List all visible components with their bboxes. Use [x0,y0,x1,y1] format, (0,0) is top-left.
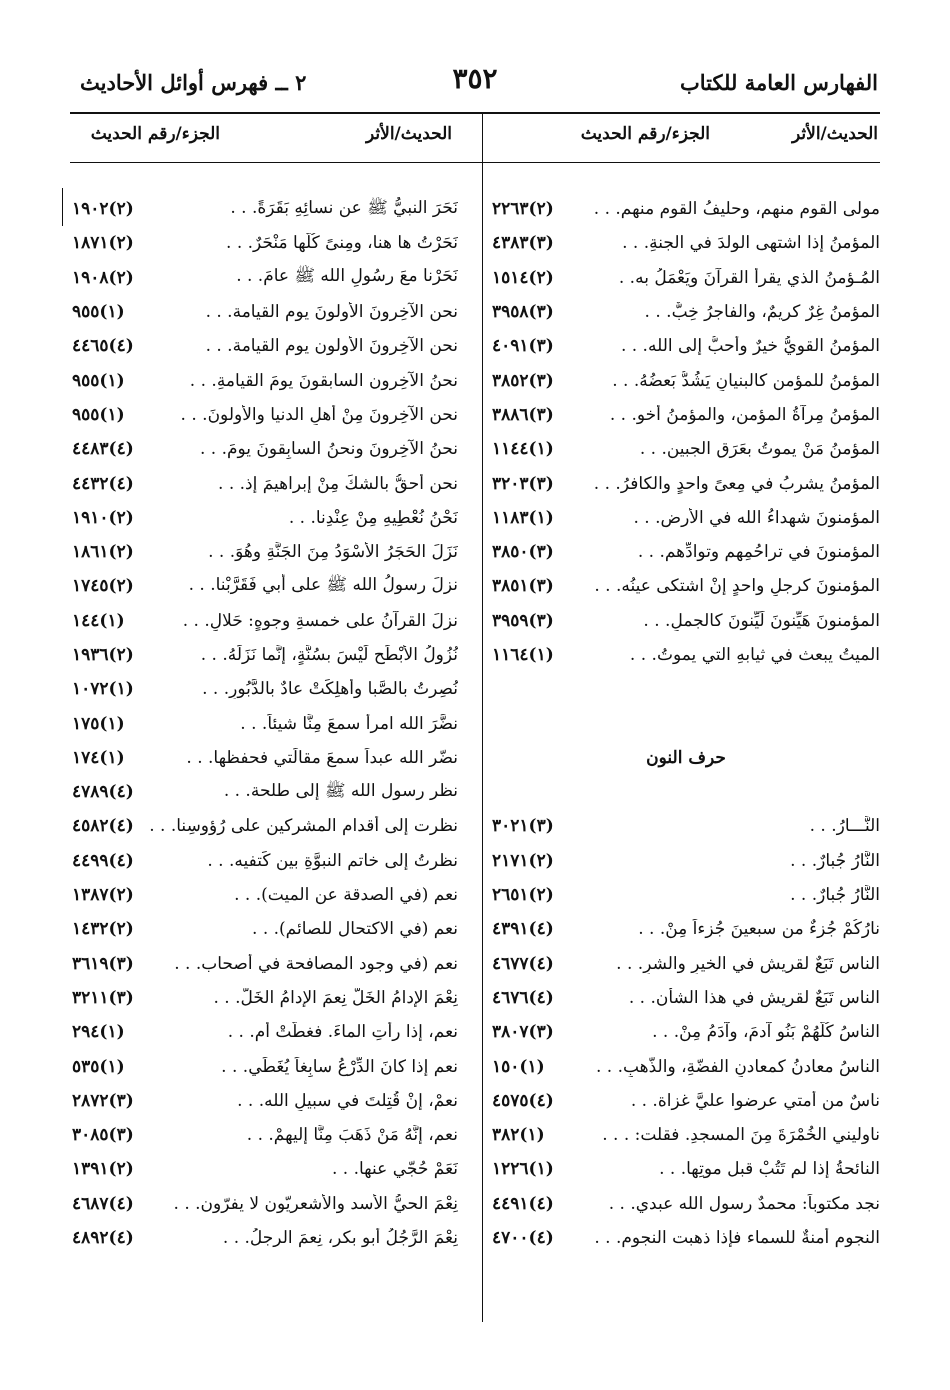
entry-reference: (٤)٤٥٨٢ [72,816,134,837]
entry-reference: (١)١٧٥ [72,713,125,734]
index-entry [492,398,880,432]
index-entry [72,398,458,432]
index-entry [492,981,880,1015]
index-entry [72,1118,458,1152]
entry-reference: (٣)٣٨٥٢ [492,370,554,391]
index-entry [492,363,880,397]
index-entry [492,878,880,912]
entry-reference: (٣)٣٢٠٣ [492,473,554,494]
entry-reference: (١)٥٣٥ [72,1056,125,1077]
entry-reference: (٣)٣٨٨٦ [492,404,554,425]
entry-text: نحن أحقُّ بالشكِّ مِنْ إبراهيمَ إذ. . . [218,473,458,494]
entry-text: المؤمنُ غِرٌ كريمٌ، والفاجرُ خِبٌّ. . . [644,302,880,323]
left-col-ref-header: الجزء/رقم الحديث [90,124,220,144]
entry-reference: (٢)٢٢٦٣ [492,199,554,220]
blank-line [492,775,880,809]
entry-reference: (٣)٤٠٩١ [492,336,554,357]
entry-text: نَعَمْ حُجّي عنها. . . [331,1159,458,1180]
index-entry [492,432,880,466]
index-entry [72,501,458,535]
index-entry [492,947,880,981]
entry-text: النجوم أمنةٌ للسماء فإذا ذهبت النجوم. . . [594,1228,880,1249]
index-entry [492,1084,880,1118]
index-entry [72,432,458,466]
entry-reference: (٢)١٩٠٢ [72,199,134,220]
entry-reference: (٤)٤٨٩٢ [72,1228,134,1249]
index-entry [492,1049,880,1083]
right-column [492,192,880,1255]
section-heading-nun: حرف النون [646,747,726,768]
book-index-title: الفهارس العامة للكتاب [679,70,878,95]
entry-reference: (٢)١٩٠٨ [72,267,134,288]
entry-text: المؤمنُ مِرآةُ المؤمنِ، والمؤمنُ أخو. . . [609,404,880,425]
entry-reference: (٤)٤٦٧٦ [492,987,554,1008]
entry-reference: (١)٩٥٥ [72,370,125,391]
entry-reference: (٣)٣٦١٩ [72,953,134,974]
entry-text: نَزَلَ الحَجَرُ الأَسْوَدُ مِنَ الجَنَّةِ وهُوَ. . . [208,542,458,563]
entry-text: نِعْمَ الرَّجُلُ أبو بكر، نِعمَ الرجلُ. . . [222,1228,458,1249]
entry-reference: (١)٣٨٢ [492,1125,545,1146]
index-entry [492,226,880,260]
index-entry [492,1015,880,1049]
index-entry [72,226,458,260]
entry-reference: (١)٩٥٥ [72,404,125,425]
entry-text: نعمْ، إنْ قُتِلتَ في سبيلِ الله. . . [237,1090,458,1111]
index-entry [72,741,458,775]
entry-reference: (٢)٢٦٥١ [492,885,554,906]
entry-reference: (١)٩٥٥ [72,302,125,323]
entry-reference: (٤)٤٤٩٩ [72,850,134,871]
entry-text: المُـؤمنُ الذي يقرأُ القرآنَ ويَعْمَلُ به. . [618,267,880,288]
index-entry [72,981,458,1015]
entry-text: نَحَرْتُ ها هنا، ومِنىً كُلُّها مَنْحَرٌ. . . [226,233,458,254]
entry-reference: (٣)٣٠٢١ [492,816,554,837]
entry-reference: (٤)٤٤٨٣ [72,439,134,460]
entry-reference: (٤)٤٥٧٥ [492,1090,554,1111]
entry-reference: (٢)١٤٣٢ [72,919,134,940]
entry-text: الناس تَبَعٌ لقريشٍ في هذا الشأن. . . [628,987,880,1008]
index-entry [72,329,458,363]
entry-reference: (٣)٣٩٥٩ [492,610,554,631]
entry-text: نُصِرتُ بالصَّبا وأُهلِكَتْ عادٌ بالدَّبُورِ. . . [202,679,458,700]
index-entry [492,1152,880,1186]
index-entry [72,604,458,638]
index-entry [72,466,458,500]
left-column [72,192,458,1255]
entry-text: الميتُ يبعث في ثيابهِ التي يموتُ. . . [629,645,880,665]
entry-reference: (١)١٥٠ [492,1056,545,1077]
entry-reference: (١)١٧٤ [72,747,125,768]
index-entry [72,1084,458,1118]
entry-reference: (٤)٤٤٣٢ [72,473,134,494]
entry-text: نارُكُمْ جُزءٌ من سبعينَ جُزءاً مِنْ. . . [638,919,880,940]
entry-text: نظرت إلى أقدام المشركين على رُؤوسِنا. . . [149,816,458,837]
index-entry [72,672,458,706]
index-entry [72,947,458,981]
entry-text: نضَّرَ الله امرأً سمعَ مِنَّا شيئاً. . . [240,713,458,734]
index-entry [492,192,880,226]
entry-text: المؤمنونَ شهداءُ الله في الأرضِ. . . [633,507,880,528]
index-entry [72,638,458,672]
index-entry [72,878,458,912]
entry-text: نعم (في الاكتحال للصائم). . . [252,919,458,940]
index-entry [492,1187,880,1221]
index-entry [72,569,458,603]
blank-line [492,672,880,706]
entry-reference: (٢)١٩١٠ [72,507,134,528]
entry-text: نعم (في وجود المصافحة في أصحاب. . . [174,953,458,974]
entry-text: نَحْنُ نُعْطِيهِ مِنْ عِنْدِنا. . . [288,507,458,528]
entry-text: نعم، إذا رأتِ الماءَ. فغطَّتْ أم. . . [227,1022,458,1043]
index-entry [492,535,880,569]
entry-text: الناسُ معادنُ كمعادنِ الفضّةِ، والذَّهبِ. . . [595,1056,880,1077]
entry-text: نجد مكتوباً: محمدٌ رسول الله عبدي. . . [608,1193,880,1214]
entry-reference: (٤)٤٦٧٧ [492,953,554,974]
entry-text: المؤمنُ القويُّ خيرٌ وأحبُّ إلى الله. . . [620,336,880,357]
entry-reference: (١)١١٤٤ [492,439,554,460]
index-entry [72,775,458,809]
index-entry [72,535,458,569]
entry-text: نعم (في الصدقة عن الميت). . . [234,885,458,906]
index-entry [72,1187,458,1221]
entry-reference: (١)١٢٢٦ [492,1159,554,1180]
index-entry [492,1118,880,1152]
entry-text: الناس تَبَعٌ لقريشٍ في الخيرِ والشرِ. . . [616,953,880,974]
entry-reference: (٢)١٨٦١ [72,542,134,563]
entry-text: الناسُ كُلُّهُمْ بَنُو آدمَ، وآدَمُ مِنْ. . . [652,1022,880,1043]
entry-reference: (٣)٢٨٧٢ [72,1090,134,1111]
entry-text: المؤمنونَ هَيِّنونَ لَيِّنونَ كالجملِ. . . [643,610,880,631]
entry-reference: (٢)٢١٧١ [492,850,554,871]
index-entry [492,261,880,295]
entry-text: نظرتُ إلى خاتمِ النبوَّةِ بين كَتفيه. . . [207,850,458,871]
entry-reference: (٤)٤٧٨٩ [72,782,134,803]
entry-reference: (٣)٣٨٥١ [492,576,554,597]
entry-reference: (٤)٤٦٨٧ [72,1193,134,1214]
entry-reference: (٢)١٣٩١ [72,1159,134,1180]
index-entry [72,192,458,226]
entry-reference: (٢)١٥١٤ [492,267,554,288]
entry-text: ناوليني الخُمْرَةَ مِنَ المسجدِ. فقلت: . . . [602,1125,880,1146]
index-entry [492,569,880,603]
entry-reference: (٣)٣٩٥٨ [492,302,554,323]
entry-text: نُزُولُ الأَبْطَحِ لَيْسَ بسُنَّةٍ، إنَّما نَزَلَهُ. . . [200,645,458,665]
index-entry [72,912,458,946]
index-entry [492,604,880,638]
right-col-hadith-header: الحديث/الأثر [792,124,878,144]
entry-reference: (٢)١٩٣٦ [72,645,134,665]
right-entries-list [492,192,880,672]
blank-line [492,706,880,740]
index-entry [492,329,880,363]
entry-text: نزلَ رسولُ الله ﷺ على أبي فَقَرَّبْنا. . . [188,574,458,595]
index-entry [72,261,458,295]
entry-text: نضّر الله عبداً سمعَ مقالَتي فحفظها. . . [186,747,458,768]
entry-reference: (٢)١٣٨٧ [72,885,134,906]
index-entry [72,1152,458,1186]
page-number: ٣٥٢ [452,62,498,95]
column-header-rule [70,162,880,163]
index-entry [72,809,458,843]
index-entry [72,363,458,397]
entry-text: المؤمنُ يشربُ في مِعىً واحدٍ والكافرُ. . . [593,473,880,494]
entry-text: نزلَ القرآنُ على خمسةِ وجوهٍ: حَلالٍ. . . [182,610,458,631]
entry-reference: (٣)٣٨٠٧ [492,1022,554,1043]
entry-text: نَحَرْنا معَ رسُولِ الله ﷺ عامَ. . . [236,266,458,287]
margin-mark [62,188,63,226]
entry-text: المؤمنُ للمؤمنِ كالبنيانِ يَشُدُّ بَعضُهُ. . . [612,370,880,391]
entry-reference: (٤)٤٤٦٥ [72,336,134,357]
entry-reference: (٣)٣٠٨٥ [72,1125,134,1146]
index-entry [492,1221,880,1255]
entry-text: نِعْمَ الحيُّ الأسد والأشعريّون لا يفرّون. . . [173,1193,458,1214]
entry-reference: (١)١٤٤ [72,610,125,631]
entry-text: المؤمنونَ كرجلٍ واحدٍ إنْ اشتكى عينُه. . . [594,576,880,597]
entry-reference: (٤)٤٤٩١ [492,1193,554,1214]
index-entry [72,706,458,740]
entry-text: نظر رسول الله ﷺ إلى طلحة. . . [223,780,458,801]
column-divider [482,112,483,1322]
entry-text: نِعْمَ الإدامُ الخَلُّ نِعمَ الإدامُ الخَلُّ. . . [213,987,458,1008]
entry-text: نحن الآخِرونَ الأولون يوم القيامة. . . [205,336,458,357]
entry-text: نعم إذا كانَ الدِّرْعُ سابِغاً يُغَطِّي. . . [221,1056,458,1077]
entry-reference: (١)١١٨٣ [492,507,554,528]
index-entry [492,844,880,878]
entry-text: النَّارُ جُبارٌ. . . [790,885,880,906]
index-entry [72,844,458,878]
header-rule [70,112,880,114]
entry-text: نعم، إنَّهُ مَنْ ذَهَبَ مِنَّا إليهِمْ. . . [246,1125,458,1146]
index-entry [492,295,880,329]
entry-reference: (٤)٤٧٠٠ [492,1228,554,1249]
entry-text: النَّـــارُ. . . [809,816,880,837]
entry-reference: (٣)٣٢١١ [72,987,134,1008]
entry-reference: (٢)١٧٤٥ [72,576,134,597]
index-entry [72,1015,458,1049]
entry-text: مولى القوم منهم، وحليفُ القومِ منهم. . . [593,199,880,220]
entry-text: المؤمنُ مَنْ يموتُ بعَرَقِ الجبين. . . [639,439,880,460]
entry-text: نحنُ الآخِرون السابقونَ يومَ القيامةِ. . . [189,370,458,391]
section-title: ٢ ــ فهرس أوائل الأحاديث [80,70,307,95]
index-entry [72,295,458,329]
index-entry [492,466,880,500]
entry-reference: (٤)٤٣٩١ [492,919,554,940]
index-entry [72,1221,458,1255]
entry-text: نَحَرَ النبيُّ ﷺ عن نسائِهِ بَقَرَةً. . . [230,197,458,218]
left-col-hadith-header: الحديث/الأثر [366,124,452,144]
index-entry [492,501,880,535]
entry-reference: (١)١١٦٤ [492,645,554,665]
index-entry [72,1049,458,1083]
right-col-ref-header: الجزء/رقم الحديث [580,124,710,144]
entry-text: نحن الآخِرونَ مِنْ أهلِ الدنيا والأولونَ. . . [180,404,458,425]
index-entry [492,809,880,843]
entry-text: نحنُ الآخِرونَ ونحنُ السابِقونَ يومَ. . . [199,439,458,460]
entry-reference: (١)٢٩٤ [72,1022,125,1043]
entry-text: النائحةُ إذا لم تَتُبْ قبل موتِها. . . [659,1159,880,1180]
entry-text: نحن الآخِرونَ الأولونَ يوم القيامة. . . [205,302,458,323]
entry-text: المؤمنُ إذا اشتهى الولدَ في الجنةِ. . . [622,233,880,254]
entry-reference: (٣)٤٣٨٣ [492,233,554,254]
entry-text: المؤمنونَ في تراحُمِهم وتوادِّهم. . . [637,542,880,563]
entry-text: ناسٌ من أمتي عرضوا عليَّ غزاة. . . [630,1090,880,1111]
entry-text: النَّارُ جُبارٌ. . . [790,850,880,871]
index-entry [492,912,880,946]
left-entries-list [72,192,458,1255]
entry-reference: (٢)١٨٧١ [72,233,134,254]
index-entry [492,638,880,672]
entry-reference: (١)١٠٧٢ [72,679,134,700]
right-entries-nun-list [492,809,880,1255]
entry-reference: (٣)٣٨٥٠ [492,542,554,563]
